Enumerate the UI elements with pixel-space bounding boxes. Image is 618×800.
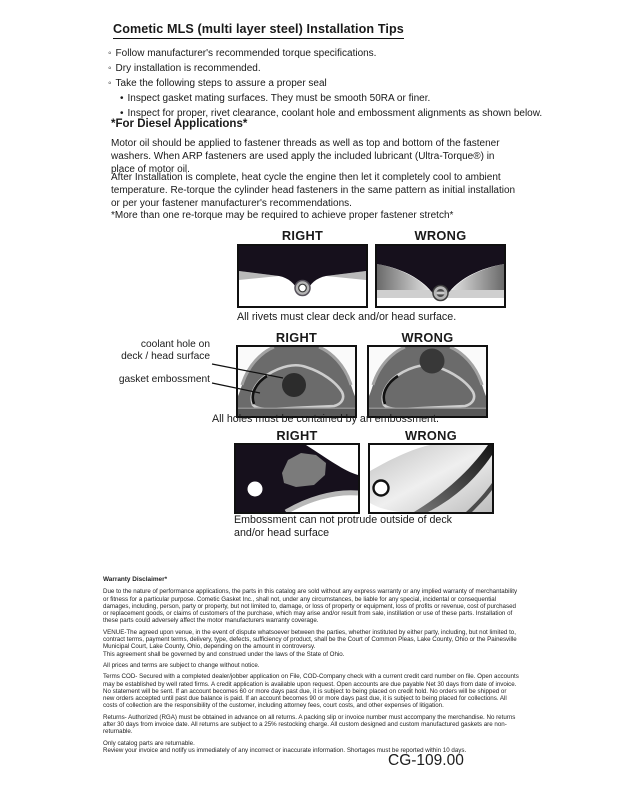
figure-embossment-right [236,345,357,418]
figure-protrude-right [234,443,360,514]
installation-tips-list [108,46,542,121]
page-title: Cometic MLS (multi layer steel) Installation Tips [113,22,404,39]
right-header: RIGHT [275,330,318,345]
figure-rivet-wrong [375,244,506,308]
rivet-caption: All rivets must clear deck and/or head surface. [237,311,457,323]
diesel-paragraph: After Installation is complete, heat cycle the engine then let it completely cool to ambient temperature. Re-torque the cylinder head fasteners in the same pattern as initial installation or per your fastener manufacturer's recommendations. [111,172,516,209]
bullet-icon: ◦ [108,48,112,59]
tip-text: Take the following steps to assure a proper seal [115,78,327,89]
disclaimer-paragraph: Only catalog parts are returnable. [103,739,195,747]
caption-line: and/or head surface [234,527,330,539]
sub-bullet-icon: • [120,108,124,119]
rivet-right-illustration [239,246,366,306]
disclaimer-paragraph: Review your invoice and notify us immediately of any incorrect or inaccurate information. Shortages must be reported within 10 days. [103,746,467,754]
label-line: coolant hole on [140,339,210,350]
retorque-note: *More than one re-torque may be required to achieve proper fastener stretch* [111,210,454,221]
diesel-applications-heading: *For Diesel Applications* [111,118,248,130]
wrong-header: WRONG [414,228,467,243]
caption-line: Embossment can not protrude outside of deck [234,514,453,526]
tip-text: Dry installation is recommended. [115,63,261,74]
tip-text: Follow manufacturer's recommended torque specifications. [115,48,377,59]
figure-protrude-wrong [368,443,494,514]
protrude-wrong-illustration [370,445,492,512]
bullet-icon: ◦ [108,63,112,74]
page-number: CG-109.00 [388,752,464,769]
tip-text: Inspect for proper, rivet clearance, coolant hole and embossment alignments as shown below. [127,108,543,119]
wrong-header: WRONG [401,330,454,345]
label-line: deck / head surface [121,350,210,362]
warranty-disclaimer [103,576,519,754]
embossment-wrong-illustration [369,347,486,416]
list-item [108,91,542,106]
list-item [108,61,542,76]
disclaimer-paragraph: This agreement shall be governed by and construed under the laws of the State of Ohio. [103,650,345,658]
rivet-wrong-illustration [377,246,504,306]
disclaimer-paragraph: Returns- Authorized (RGA) must be obtained in advance on all returns. A packing slip or invoice number must accompany the merchandise. No returns after 30 days from invoice date. All returns are subject to a 25% restocking charge. All custom designed and custom manufactured gaskets are non-returnable. [103,713,516,736]
sub-bullet-icon: • [120,93,124,104]
wrong-header: WRONG [405,428,457,443]
disclaimer-paragraph: Terms COD- Secured with a completed dealer/jobber application on File, COD-Company check with a current credit card number on file. Open accounts may be established by well rated firms. A credit application is available upon request. Open accounts are due payable Net 30 days from date of invoice. No statement will be sent. If an account becomes 60 or more days past due, it is subject to being placed on credit hold. No orders will be shipped or new orders accepted until past due balance is paid. If an account becomes 90 or more days past due, it is subject to being placed for collections. All costs of collection are the responsibility of the customer, including attorney fees, court costs, and other expenses of litigation. [103,673,519,710]
protrude-caption [234,514,452,540]
bullet-icon: ◦ [108,78,112,89]
disclaimer-heading: Warranty Disclaimer* [103,576,168,583]
right-header: RIGHT [281,228,324,243]
tip-text: Inspect gasket mating surfaces. They must be smooth 50RA or finer. [127,93,431,104]
protrude-right-illustration [236,445,358,512]
gasket-embossment-label: gasket embossment [118,374,210,385]
disclaimer-paragraph: All prices and terms are subject to change without notice. [103,661,260,669]
disclaimer-paragraph: VENUE-The agreed upon venue, in the event of dispute whatsoever between the parties, whether instituted by either party, including, but not limited to, contract terms, payment terms, delivery, type, defects, sufficiency of product, shall be the Court of Common Pleas, Lake County, Ohio or the Painesville Municipal Court, Lake County, Ohio, depending on the amount in controversy. [103,628,517,651]
embossment-caption: All holes must be contained by an embossment. [212,413,439,425]
figure-rivet-right [237,244,368,308]
coolant-hole-label [96,339,210,362]
disclaimer-paragraph: Due to the nature of performance applications, the parts in this catalog are sold without any express warranty or any implied warranty of merchantability or fitness for a particular purpose. Cometic Gasket Inc., shall not, under any circumstances, be liable for any special, incidental or consequential damages, including, person, party or property, but not limited to, damage, or loss of property or equipment, loss of profits or revenue, cost of purchased or replacement goods, or claims of customers of the purchase, which may arise and/or result from sale, instillation or use of these parts. Installation of these parts could adversely affect the motor manufacturers warranty coverage. [103,588,518,625]
list-item [108,76,542,91]
diesel-paragraph: Motor oil should be applied to fastener threads as well as top and bottom of the fastener washers. When ARP fasteners are used apply the included lubricant (Ultra-Torque®) in place of motor oil. [111,138,500,175]
embossment-right-illustration [238,347,355,416]
right-header: RIGHT [276,428,318,443]
figure-embossment-wrong [367,345,488,418]
list-item [108,46,542,61]
